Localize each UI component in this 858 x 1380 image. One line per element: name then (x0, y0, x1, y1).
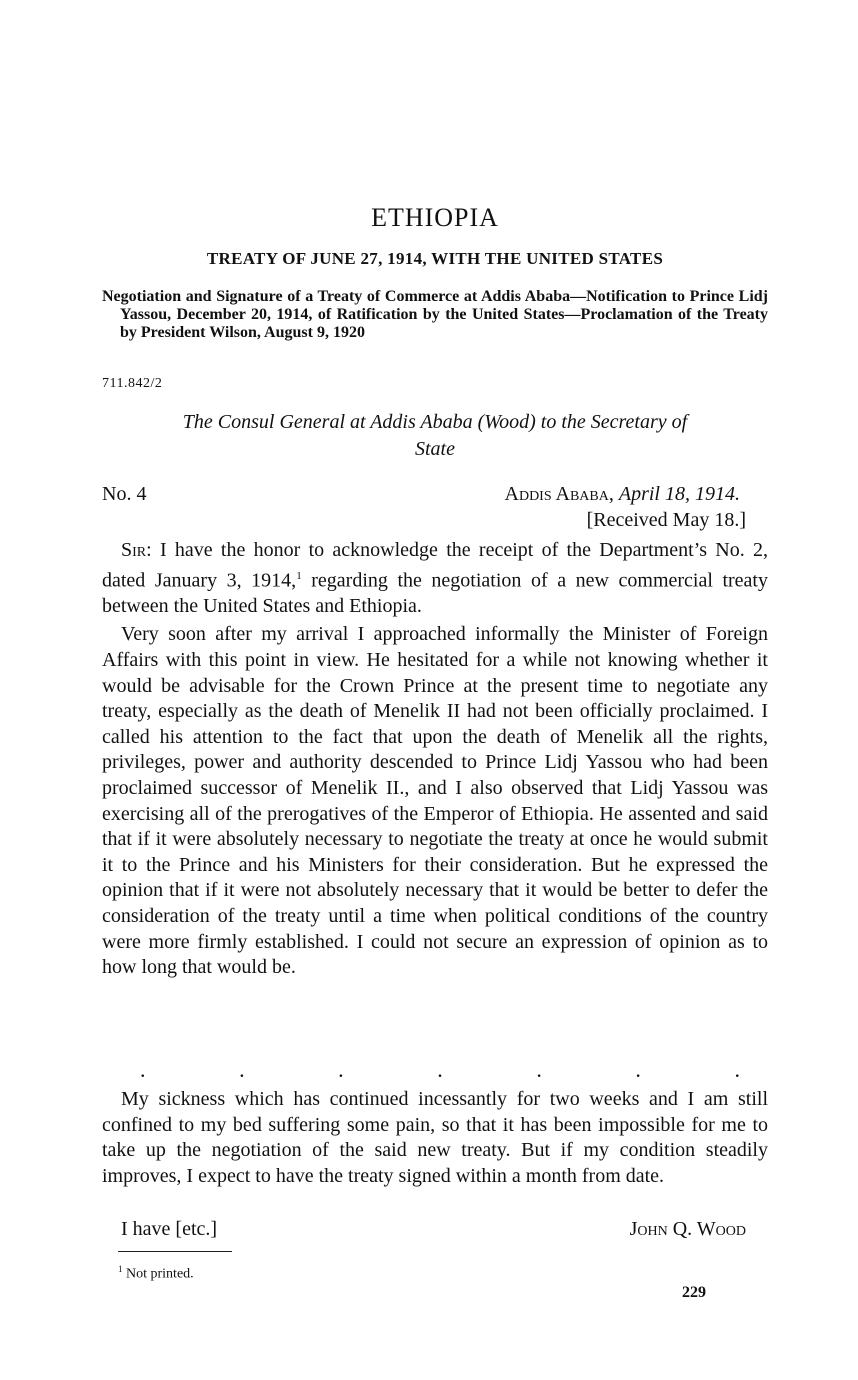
page-number: 229 (682, 1284, 706, 1301)
paragraph-1-text-a: I have the honor to acknowledge the receipt of the Department’s No. 2, dated January 3, 1914, (102, 539, 768, 592)
footnote-text: Not printed. (126, 1266, 194, 1282)
section-subheading: Negotiation and Signature of a Treaty of Commerce at Addis Ababa—Notification to Prince Lidj Yassou, December 20, 1914, of Ratification by the United States—Proclamation of the Treaty by President Wilson, August 9, 1920 (102, 288, 768, 341)
paragraph-2: Very soon after my arrival I approached informally the Minister of Foreign Affairs with this point in view. He hesitated for a while not knowing whether it would be advisable for the Crown Prince at the present time to negotiate any treaty, especially as the death of Menelik II had not been officially proclaimed. I called his attention to the fact that upon the death of Menelik all the rights, privileges, power and authority descended to Prince Lidj Yassou who had been proclaimed successor of Menelik II., and I also observed that Lidj Yassou was exercising all of the prerogatives of the Emperor of Ethiopia. He assented and said that if it were absolutely necessary to negotiate the treaty at once he would submit it to the Prince and his Ministers for their consideration. But he expressed the opinion that if it were not absolutely necessary that it would be better to defer the consideration of the treaty until a time when political conditions of the country were more firmly established. I could not secure an expression of opinion as to how long that would be. (102, 623, 768, 979)
dateline (505, 483, 740, 506)
file-number: 711.842/2 (102, 376, 163, 391)
letter-title (102, 409, 768, 463)
closing: I have [etc.] (121, 1218, 218, 1240)
footnote-marker: 1 (118, 1264, 123, 1274)
paragraph-1-text-b: regarding the negotiation of a new commercial treaty between the United States and Ethiopia. (102, 569, 768, 617)
footnote-ref: 1 (296, 569, 302, 582)
letter-title-line1: The Consul General at Addis Ababa (Wood) to the Secretary of (182, 411, 688, 433)
country-heading: ETHIOPIA (371, 203, 499, 232)
ellipsis-dot: . (635, 1057, 641, 1082)
received-date: [Received May 18.] (586, 509, 746, 531)
dispatch-number: No. 4 (102, 483, 147, 505)
ellipsis-dot: . (536, 1057, 542, 1082)
paragraph-1 (102, 538, 768, 619)
footnote (118, 1264, 194, 1283)
dateline-place: Addis Ababa, (504, 483, 614, 505)
dateline-date: April 18, 1914. (618, 483, 740, 505)
ellipsis-dot: . (338, 1057, 344, 1082)
footnote-divider (118, 1251, 232, 1252)
ellipsis-dot: . (437, 1057, 443, 1082)
salutation: Sir: (121, 539, 152, 561)
ellipsis-dot: . (239, 1057, 245, 1082)
signature: John Q. Wood (629, 1218, 746, 1240)
letter-body-continued (102, 1087, 768, 1189)
ellipsis-row (140, 1057, 740, 1083)
ellipsis-dot: . (734, 1057, 740, 1082)
treaty-title: TREATY OF JUNE 27, 1914, WITH THE UNITED STATES (206, 249, 664, 268)
letter-title-line2: State (415, 438, 455, 460)
paragraph-3: My sickness which has continued incessantly for two weeks and I am still confined to my bed suffering some pain, so that it has been impossible for me to take up the negotiation of the said new treaty. But if my condition steadily improves, I expect to have the treaty signed within a month from date. (102, 1088, 768, 1187)
letter-body (102, 538, 768, 981)
ellipsis-dot: . (140, 1057, 146, 1082)
